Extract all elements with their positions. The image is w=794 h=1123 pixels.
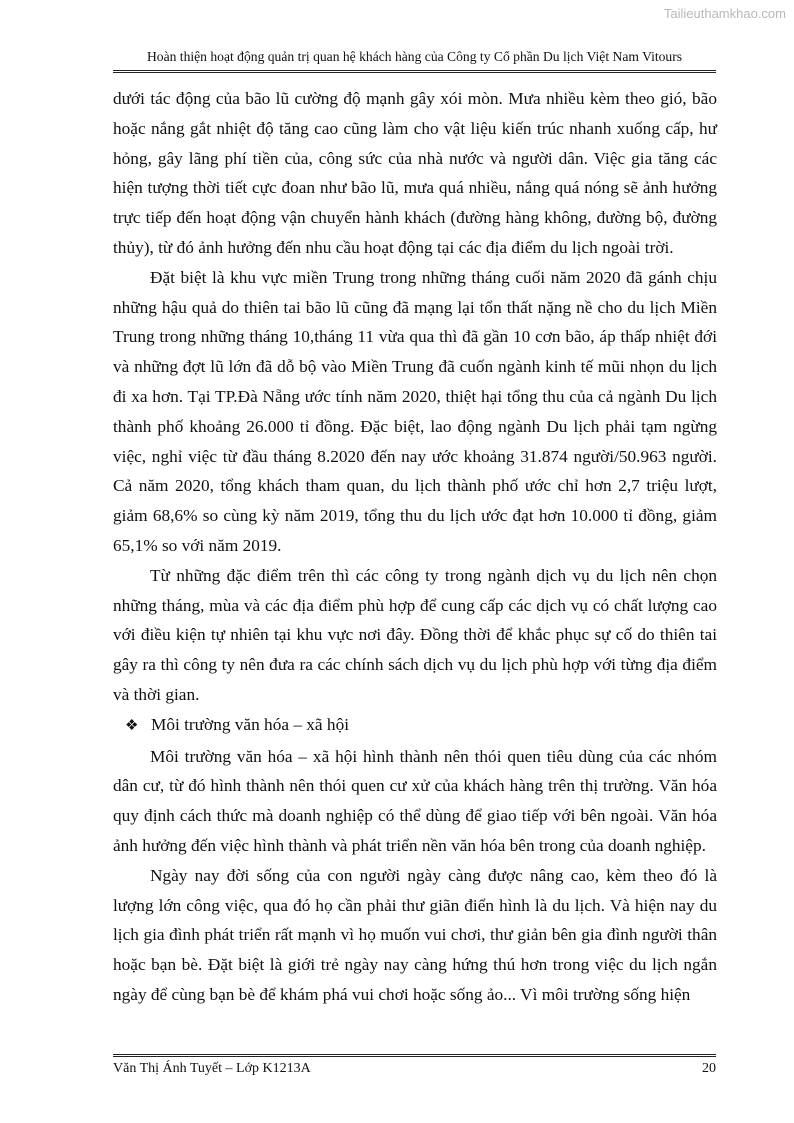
paragraph-2: Đặt biệt là khu vực miền Trung trong những tháng cuối năm 2020 đã gánh chịu những hậu quả do thiên tai bão lũ cũng đã mạng lại tổn thất nặng nề cho du lịch Miền Trung trong những tháng 10,tháng 11 vừa qua thì đã gần 10 cơn bão, áp thấp nhiệt đới và những đợt lũ lớn đã dỗ bộ vào Miền Trung đã cuốn ngành kinh tế mũi nhọn du lịch đi xa hơn. Tại TP.Đà Nẵng ước tính năm 2020, thiệt hại tổng thu của cả ngành Du lịch thành phố khoảng 26.000 tỉ đồng. Đặc biệt, lao động ngành Du lịch phải tạm ngừng việc, nghỉ việc từ đầu tháng 8.2020 đến nay ước khoảng 31.874 người/50.963 người. Cả năm 2020, tổng khách tham quan, du lịch thành phố ước chỉ hơn 2,7 triệu lượt, giảm 68,6% so cùng kỳ năm 2019, tổng thu du lịch ước đạt hơn 10.000 tỉ đồng, giảm 65,1% so với năm 2019.	[113, 267, 717, 555]
section-heading-text: Môi trường văn hóa – xã hội	[151, 714, 350, 734]
page-body	[113, 84, 717, 1010]
paragraph-4: Môi trường văn hóa – xã hội hình thành nên thói quen tiêu dùng của các nhóm dân cư, từ đó hình thành nên thói quen cư xử của khách hàng trên thị trường. Văn hóa quy định cách thức mà doanh nghiệp có thể dùng để giao tiếp với bên ngoài. Văn hóa ảnh hưởng đến việc hình thành và phát triển nền văn hóa bên trong của doanh nghiệp.	[113, 746, 717, 855]
footer-author: Văn Thị Ánh Tuyết – Lớp K1213A	[113, 1061, 311, 1076]
watermark-text: Tailieuthamkhao.com	[663, 6, 786, 21]
page-header	[113, 49, 716, 73]
paragraph-5: Ngày nay đời sống của con người ngày càng được nâng cao, kèm theo đó là lượng lớn công việc, qua đó họ cần phải thư giãn điển hình là du lịch. Và hiện nay du lịch gia đình phát triển rất mạnh vì họ muốn vui chơi, thư giản bên gia đình người thân hoặc bạn bè. Đặt biệt là giới trẻ ngày nay càng hứng thú hơn trong việc du lịch ngắn ngày để cùng bạn bè để khám phá vui chơi hoặc sống ảo... Vì môi trường sống hiện	[113, 865, 717, 1004]
paragraph-3: Từ những đặc điểm trên thì các công ty trong ngành dịch vụ du lịch nên chọn những tháng, mùa và các địa điểm phù hợp để cung cấp các dịch vụ có chất lượng cao với điều kiện tự nhiên tại khu vực nơi đây. Đồng thời để khắc phục sự cố do thiên tai gây ra thì công ty nên đưa ra các chính sách dịch vụ du lịch phù hợp với từng địa điểm và thời gian.	[113, 565, 717, 704]
diamond-bullet-icon: ❖	[125, 717, 139, 734]
section-heading	[113, 710, 717, 742]
page-number: 20	[702, 1061, 716, 1076]
document-title: Hoàn thiện hoạt động quản trị quan hệ khách hàng của Công ty Cổ phần Du lịch Việt Nam Vitours	[146, 49, 683, 64]
paragraph-1: dưới tác động của bão lũ cường độ mạnh gây xói mòn. Mưa nhiều kèm theo gió, bão hoặc nắng gắt nhiệt độ tăng cao cũng làm cho vật liệu kiến trúc nhanh xuống cấp, hư hỏng, gây lãng phí tiền của, công sức của nhà nước và người dân. Việc gia tăng các hiện tượng thời tiết cực đoan như bão lũ, mưa quá nhiều, nắng quá nóng sẽ ảnh hưởng trực tiếp đến hoạt động vận chuyển hành khách (đường hàng không, đường bộ, đường thủy), từ đó ảnh hưởng đến nhu cầu hoạt động tại các địa điểm du lịch ngoài trời.	[113, 89, 717, 257]
page-footer	[113, 1054, 716, 1077]
